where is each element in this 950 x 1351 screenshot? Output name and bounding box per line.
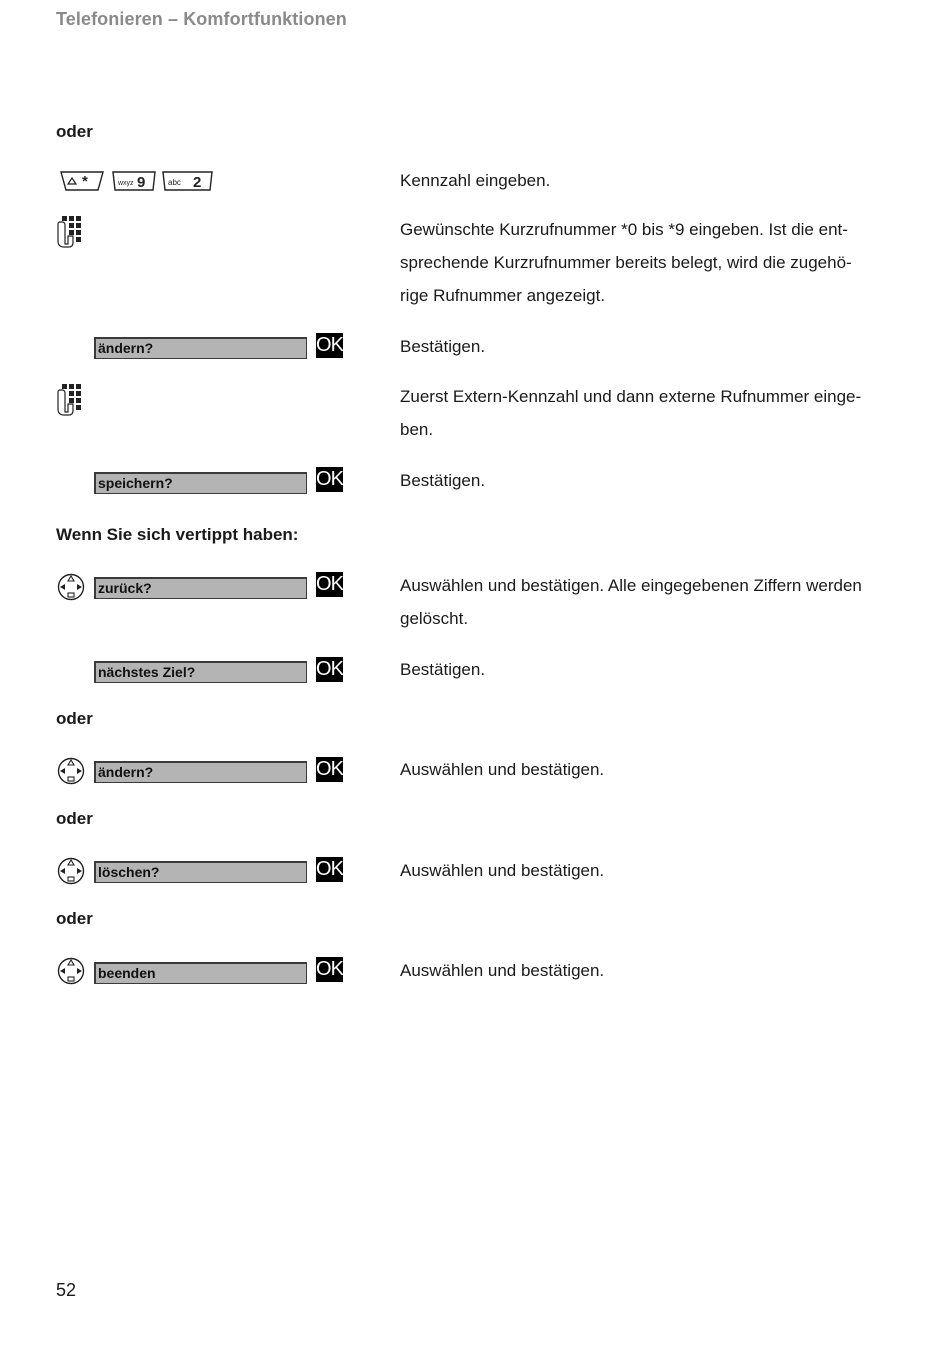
ok-key[interactable]: OK [316, 658, 343, 680]
two-key-icon [161, 169, 214, 193]
two-key-letters: abc [168, 178, 181, 187]
section-subtitle: Wenn Sie sich vertippt haben: [56, 525, 299, 544]
or-label: oder [56, 909, 93, 928]
keypad-icon [57, 384, 89, 418]
loeschen-desc: Auswählen und bestätigen. [400, 861, 605, 880]
navigation-key-icon[interactable] [57, 857, 85, 885]
two-key-digit: 2 [193, 174, 202, 191]
star-key-icon [58, 169, 106, 193]
star-key-symbol: * [82, 173, 88, 190]
aendern-desc: Bestätigen. [400, 337, 486, 356]
display-zurueck: zurück? [94, 577, 307, 599]
display-aendern: ändern? [94, 761, 307, 783]
page-number: 52 [56, 1280, 77, 1300]
or-label: oder [56, 809, 93, 828]
enter-external-desc: Zuerst Extern-Kennzahl und dann externe Rufnummer einge-ben. [400, 387, 862, 439]
ok-key[interactable]: OK [316, 334, 343, 356]
nine-key-icon [111, 169, 157, 193]
naechstes-ziel-desc: Bestätigen. [400, 660, 486, 679]
enter-code-desc: Kennzahl eingeben. [400, 171, 551, 190]
display-loeschen: löschen? [94, 861, 307, 883]
ok-key[interactable]: OK [316, 858, 343, 880]
running-header: Telefonieren – Komfortfunktionen [56, 9, 347, 29]
aendern-select-desc: Auswählen und bestätigen. [400, 760, 605, 779]
display-speichern: speichern? [94, 472, 307, 494]
display-beenden: beenden [94, 962, 307, 984]
ok-key[interactable]: OK [316, 573, 343, 595]
display-naechstes-ziel: nächstes Ziel? [94, 661, 307, 683]
nine-key-letters: wxyz [118, 180, 134, 187]
ok-key[interactable]: OK [316, 958, 343, 980]
ok-key[interactable]: OK [316, 758, 343, 780]
ok-key[interactable]: OK [316, 468, 343, 490]
navigation-key-icon[interactable] [57, 957, 85, 985]
keypad-icon [57, 216, 89, 250]
or-label: oder [56, 122, 93, 141]
or-label: oder [56, 709, 93, 728]
navigation-key-icon[interactable] [57, 757, 85, 785]
zurueck-desc: Auswählen und bestätigen. Alle eingegebenen Ziffern werden gelöscht. [400, 576, 862, 628]
beenden-desc: Auswählen und bestätigen. [400, 961, 605, 980]
display-aendern: ändern? [94, 337, 307, 359]
nine-key-digit: 9 [137, 174, 146, 191]
navigation-key-icon[interactable] [57, 573, 85, 601]
enter-speed-dial-desc: Gewünschte Kurzrufnummer *0 bis *9 eingeben. Ist die ent-sprechende Kurzrufnummer bereits belegt, wird die zugehö-rige Rufnummer angezeigt. [400, 220, 852, 305]
speichern-desc: Bestätigen. [400, 471, 486, 490]
